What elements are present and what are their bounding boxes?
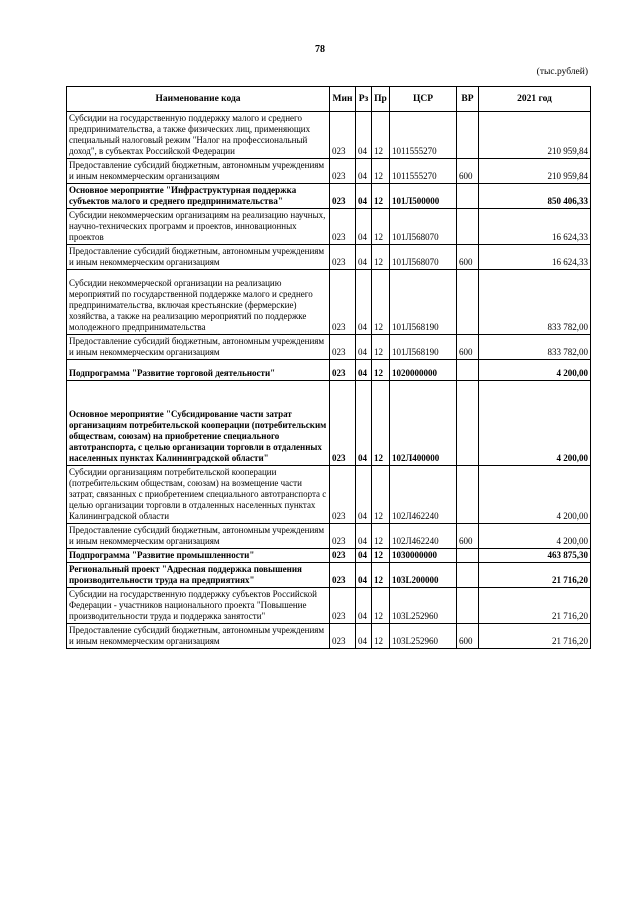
cell-vr (457, 270, 479, 335)
cell-sum: 833 782,00 (479, 270, 591, 335)
cell-name: Предоставление субсидий бюджетным, автономным учреждениям и иным некоммерческим организациям (67, 335, 330, 360)
cell-min: 023 (330, 245, 356, 270)
cell-name: Предоставление субсидий бюджетным, автономным учреждениям и иным некоммерческим организациям (67, 624, 330, 649)
cell-sum: 210 959,84 (479, 159, 591, 184)
cell-vr (457, 549, 479, 563)
cell-vr: 600 (457, 159, 479, 184)
cell-csr: 103L200000 (390, 563, 457, 588)
cell-sum: 210 959,84 (479, 112, 591, 159)
cell-csr: 1011555270 (390, 112, 457, 159)
table-row (67, 209, 591, 245)
cell-name: Субсидии организациям потребительской кооперации (потребительским обществам, союзам) на возмещение части затрат, связанных с приобретением специального автотранспорта с целью организации торговли в отдаленных населенных пунктах Калининградской области (67, 466, 330, 524)
cell-vr (457, 112, 479, 159)
cell-min: 023 (330, 524, 356, 549)
table-row (67, 466, 591, 524)
cell-rz: 04 (356, 588, 372, 624)
cell-sum: 850 406,33 (479, 184, 591, 209)
cell-csr: 1020000000 (390, 360, 457, 381)
cell-min: 023 (330, 563, 356, 588)
header-name: Наименование кода (67, 87, 330, 112)
cell-pr: 12 (372, 524, 390, 549)
table-row (67, 549, 591, 563)
cell-csr: 1011555270 (390, 159, 457, 184)
cell-min: 023 (330, 549, 356, 563)
cell-vr (457, 209, 479, 245)
table-row (67, 335, 591, 360)
cell-name: Субсидии на государственную поддержку малого и среднего предпринимательства, а также физических лиц, применяющих специальный налоговый режим "Налог на профессиональный доход", в субъектах Российской Федерации (67, 112, 330, 159)
cell-rz: 04 (356, 245, 372, 270)
cell-vr (457, 381, 479, 466)
cell-csr: 101Л568190 (390, 270, 457, 335)
cell-vr (457, 563, 479, 588)
table-row (67, 112, 591, 159)
cell-name: Региональный проект "Адресная поддержка повышения производительности труда на предприятиях" (67, 563, 330, 588)
cell-min: 023 (330, 360, 356, 381)
table-header-row (67, 87, 591, 112)
cell-pr: 12 (372, 588, 390, 624)
cell-pr: 12 (372, 563, 390, 588)
cell-vr: 600 (457, 245, 479, 270)
cell-csr: 1030000000 (390, 549, 457, 563)
cell-name: Основное мероприятие "Субсидирование части затрат организациям потребительской кооперации (потребительским обществам, союзам) на приобретение специального автотранспорта, с целью организации торговли в отдаленных населенных пунктах Калининградской области" (67, 381, 330, 466)
cell-sum: 833 782,00 (479, 335, 591, 360)
cell-min: 023 (330, 112, 356, 159)
cell-csr: 101Л500000 (390, 184, 457, 209)
cell-rz: 04 (356, 112, 372, 159)
cell-vr (457, 360, 479, 381)
cell-pr: 12 (372, 184, 390, 209)
table-row (67, 159, 591, 184)
cell-csr: 103L252960 (390, 588, 457, 624)
cell-name: Предоставление субсидий бюджетным, автономным учреждениям и иным некоммерческим организациям (67, 159, 330, 184)
header-vr: ВР (457, 87, 479, 112)
cell-csr: 101Л568190 (390, 335, 457, 360)
cell-csr: 103L252960 (390, 624, 457, 649)
cell-name: Субсидии некоммерческой организации на реализацию мероприятий по государственной поддержке малого и среднего предпринимательства, включая крестьянские (фермерские) хозяйства, а также на реализацию мероприятий по поддержке молодежного предпринимательства (67, 270, 330, 335)
cell-min: 023 (330, 184, 356, 209)
table-row (67, 524, 591, 549)
cell-rz: 04 (356, 159, 372, 184)
cell-pr: 12 (372, 209, 390, 245)
cell-rz: 04 (356, 184, 372, 209)
cell-min: 023 (330, 270, 356, 335)
cell-sum: 21 716,20 (479, 624, 591, 649)
cell-pr: 12 (372, 549, 390, 563)
cell-sum: 16 624,33 (479, 245, 591, 270)
cell-vr (457, 588, 479, 624)
cell-rz: 04 (356, 335, 372, 360)
cell-rz: 04 (356, 563, 372, 588)
cell-csr: 101Л568070 (390, 245, 457, 270)
cell-rz: 04 (356, 381, 372, 466)
cell-pr: 12 (372, 360, 390, 381)
cell-name: Подпрограмма "Развитие промышленности" (67, 549, 330, 563)
page-number: 78 (315, 44, 325, 55)
cell-name: Основное мероприятие "Инфраструктурная поддержка субъектов малого и среднего предпринимательства" (67, 184, 330, 209)
cell-pr: 12 (372, 335, 390, 360)
cell-rz: 04 (356, 549, 372, 563)
cell-csr: 101Л568070 (390, 209, 457, 245)
table-row (67, 563, 591, 588)
cell-csr: 102Л462240 (390, 524, 457, 549)
cell-vr (457, 466, 479, 524)
cell-name: Предоставление субсидий бюджетным, автономным учреждениям и иным некоммерческим организациям (67, 245, 330, 270)
cell-pr: 12 (372, 245, 390, 270)
cell-rz: 04 (356, 209, 372, 245)
cell-sum: 4 200,00 (479, 381, 591, 466)
header-pr: Пр (372, 87, 390, 112)
cell-min: 023 (330, 624, 356, 649)
cell-name: Подпрограмма "Развитие торговой деятельности" (67, 360, 330, 381)
cell-name: Предоставление субсидий бюджетным, автономным учреждениям и иным некоммерческим организациям (67, 524, 330, 549)
cell-vr: 600 (457, 624, 479, 649)
cell-min: 023 (330, 209, 356, 245)
unit-note: (тыс.рублей) (536, 67, 588, 77)
table-row (67, 184, 591, 209)
header-rz: Рз (356, 87, 372, 112)
cell-pr: 12 (372, 381, 390, 466)
cell-vr (457, 184, 479, 209)
cell-csr: 102Л462240 (390, 466, 457, 524)
table-row (67, 360, 591, 381)
budget-table (66, 86, 591, 649)
cell-min: 023 (330, 159, 356, 184)
cell-min: 023 (330, 381, 356, 466)
cell-rz: 04 (356, 624, 372, 649)
cell-name: Субсидии на государственную поддержку субъектов Российской Федерации - участников национального проекта "Повышение производительности труда и поддержка занятости" (67, 588, 330, 624)
cell-min: 023 (330, 335, 356, 360)
cell-sum: 463 875,30 (479, 549, 591, 563)
table-row (67, 245, 591, 270)
cell-rz: 04 (356, 270, 372, 335)
cell-rz: 04 (356, 360, 372, 381)
cell-rz: 04 (356, 466, 372, 524)
cell-sum: 4 200,00 (479, 466, 591, 524)
cell-pr: 12 (372, 112, 390, 159)
table-row (67, 381, 591, 466)
cell-pr: 12 (372, 270, 390, 335)
cell-name: Субсидии некоммерческим организациям на реализацию научных, научно-технических программ и проектов, инновационных проектов (67, 209, 330, 245)
cell-sum: 4 200,00 (479, 360, 591, 381)
cell-vr: 600 (457, 524, 479, 549)
table-row (67, 624, 591, 649)
cell-pr: 12 (372, 466, 390, 524)
cell-rz: 04 (356, 524, 372, 549)
cell-sum: 21 716,20 (479, 588, 591, 624)
cell-min: 023 (330, 588, 356, 624)
cell-min: 023 (330, 466, 356, 524)
table-row (67, 588, 591, 624)
cell-sum: 16 624,33 (479, 209, 591, 245)
cell-csr: 102Л400000 (390, 381, 457, 466)
cell-sum: 21 716,20 (479, 563, 591, 588)
cell-pr: 12 (372, 624, 390, 649)
table-row (67, 270, 591, 335)
header-min: Мин (330, 87, 356, 112)
cell-sum: 4 200,00 (479, 524, 591, 549)
cell-vr: 600 (457, 335, 479, 360)
header-csr: ЦСР (390, 87, 457, 112)
cell-pr: 12 (372, 159, 390, 184)
header-year: 2021 год (479, 87, 591, 112)
